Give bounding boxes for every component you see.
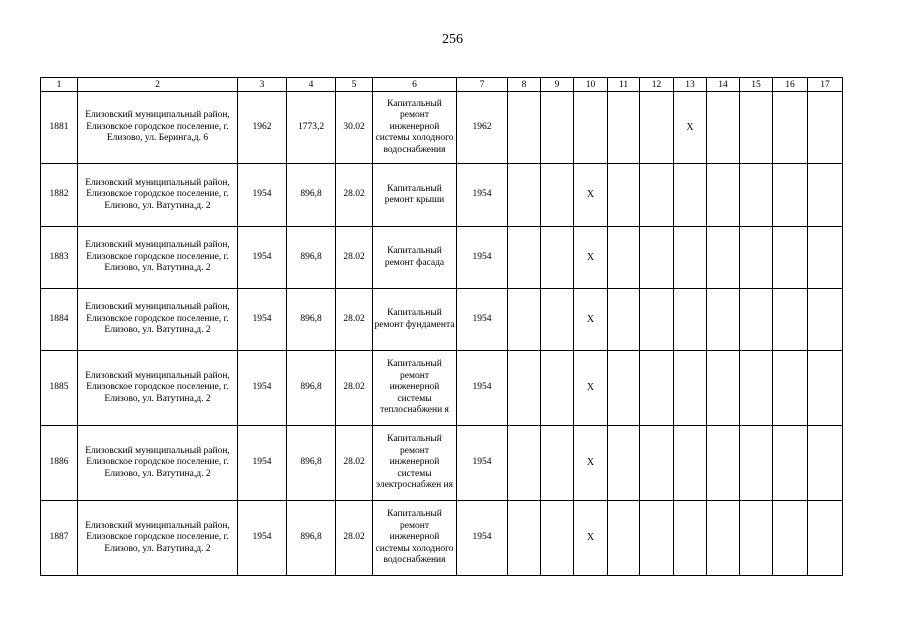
period-cell-8	[508, 164, 541, 227]
column-header: 7	[457, 78, 508, 92]
period-cell-17	[808, 289, 843, 351]
period-cell-11	[608, 227, 640, 289]
period-cell-8	[508, 92, 541, 164]
table-row	[41, 501, 843, 576]
column-header: 14	[707, 78, 740, 92]
area-cell: 896,8	[287, 351, 336, 426]
column-header: 1	[41, 78, 78, 92]
period-cell-16	[773, 289, 808, 351]
period-cell-13	[674, 501, 707, 576]
address-cell: Елизовский муниципальный район, Елизовское городское поселение, г. Елизово, ул. Ватутина,д. 2	[78, 351, 238, 426]
column-header: 5	[336, 78, 373, 92]
period-cell-13	[674, 351, 707, 426]
work-type-cell: Капитальный ремонт инженерной системы электроснабжен ия	[373, 426, 457, 501]
period-cell-15	[740, 501, 773, 576]
period-cell-16	[773, 92, 808, 164]
period-cell-11	[608, 426, 640, 501]
column-header: 12	[640, 78, 674, 92]
table-row	[41, 426, 843, 501]
period-cell-12	[640, 164, 674, 227]
row-number-cell: 1886	[41, 426, 78, 501]
address-cell: Елизовский муниципальный район, Елизовское городское поселение, г. Елизово, ул. Беринга,д. 6	[78, 92, 238, 164]
period-cell-16	[773, 351, 808, 426]
table-row	[41, 227, 843, 289]
column-header: 2	[78, 78, 238, 92]
column-header: 6	[373, 78, 457, 92]
period-cell-12	[640, 227, 674, 289]
column-header: 13	[674, 78, 707, 92]
period-cell-15	[740, 289, 773, 351]
period-cell-13: Х	[674, 92, 707, 164]
column-header: 4	[287, 78, 336, 92]
registry-body	[41, 92, 843, 576]
row-number-cell: 1882	[41, 164, 78, 227]
period-cell-11	[608, 92, 640, 164]
code-cell: 28.02	[336, 164, 373, 227]
build-year-cell: 1962	[238, 92, 287, 164]
period-cell-11	[608, 501, 640, 576]
row-number-cell: 1887	[41, 501, 78, 576]
work-type-cell: Капитальный ремонт фасада	[373, 227, 457, 289]
period-cell-13	[674, 426, 707, 501]
period-cell-10: Х	[574, 227, 608, 289]
column-header: 10	[574, 78, 608, 92]
column-header: 3	[238, 78, 287, 92]
period-cell-16	[773, 227, 808, 289]
period-cell-16	[773, 501, 808, 576]
period-cell-16	[773, 164, 808, 227]
period-cell-14	[707, 501, 740, 576]
period-cell-13	[674, 227, 707, 289]
header-row	[41, 78, 843, 92]
build-year-cell: 1954	[238, 501, 287, 576]
period-cell-14	[707, 92, 740, 164]
work-type-cell: Капитальный ремонт инженерной системы холодного водоснабжения	[373, 501, 457, 576]
period-cell-8	[508, 501, 541, 576]
period-cell-8	[508, 351, 541, 426]
area-cell: 1773,2	[287, 92, 336, 164]
period-cell-12	[640, 289, 674, 351]
year-cell: 1954	[457, 289, 508, 351]
period-cell-15	[740, 227, 773, 289]
code-cell: 30.02	[336, 92, 373, 164]
period-cell-17	[808, 92, 843, 164]
period-cell-8	[508, 426, 541, 501]
year-cell: 1954	[457, 227, 508, 289]
period-cell-15	[740, 92, 773, 164]
year-cell: 1954	[457, 426, 508, 501]
period-cell-10: Х	[574, 164, 608, 227]
build-year-cell: 1954	[238, 289, 287, 351]
period-cell-17	[808, 351, 843, 426]
table-row	[41, 351, 843, 426]
period-cell-17	[808, 426, 843, 501]
period-cell-11	[608, 351, 640, 426]
period-cell-10	[574, 92, 608, 164]
period-cell-9	[541, 227, 574, 289]
table-row	[41, 289, 843, 351]
period-cell-9	[541, 501, 574, 576]
period-cell-15	[740, 426, 773, 501]
period-cell-9	[541, 351, 574, 426]
period-cell-17	[808, 501, 843, 576]
table-row	[41, 164, 843, 227]
area-cell: 896,8	[287, 426, 336, 501]
period-cell-16	[773, 426, 808, 501]
table-row	[41, 92, 843, 164]
work-type-cell: Капитальный ремонт инженерной системы холодного водоснабжения	[373, 92, 457, 164]
period-cell-12	[640, 426, 674, 501]
period-cell-14	[707, 164, 740, 227]
period-cell-14	[707, 351, 740, 426]
period-cell-11	[608, 289, 640, 351]
period-cell-14	[707, 426, 740, 501]
page-number: 256	[442, 32, 463, 47]
work-type-cell: Капитальный ремонт инженерной системы теплоснабжени я	[373, 351, 457, 426]
year-cell: 1954	[457, 164, 508, 227]
year-cell: 1954	[457, 501, 508, 576]
address-cell: Елизовский муниципальный район, Елизовское городское поселение, г. Елизово, ул. Ватутина,д. 2	[78, 501, 238, 576]
period-cell-10: Х	[574, 289, 608, 351]
code-cell: 28.02	[336, 227, 373, 289]
period-cell-10: Х	[574, 426, 608, 501]
period-cell-17	[808, 227, 843, 289]
period-cell-15	[740, 164, 773, 227]
period-cell-17	[808, 164, 843, 227]
column-header: 17	[808, 78, 843, 92]
period-cell-14	[707, 289, 740, 351]
column-header: 16	[773, 78, 808, 92]
period-cell-12	[640, 501, 674, 576]
period-cell-9	[541, 164, 574, 227]
area-cell: 896,8	[287, 501, 336, 576]
year-cell: 1962	[457, 92, 508, 164]
period-cell-10: Х	[574, 501, 608, 576]
work-type-cell: Капитальный ремонт фундамента	[373, 289, 457, 351]
area-cell: 896,8	[287, 289, 336, 351]
area-cell: 896,8	[287, 164, 336, 227]
period-cell-8	[508, 289, 541, 351]
period-cell-11	[608, 164, 640, 227]
column-header: 8	[508, 78, 541, 92]
work-type-cell: Капитальный ремонт крыши	[373, 164, 457, 227]
period-cell-15	[740, 351, 773, 426]
period-cell-8	[508, 227, 541, 289]
address-cell: Елизовский муниципальный район, Елизовское городское поселение, г. Елизово, ул. Ватутина,д. 2	[78, 289, 238, 351]
row-number-cell: 1885	[41, 351, 78, 426]
address-cell: Елизовский муниципальный район, Елизовское городское поселение, г. Елизово, ул. Ватутина,д. 2	[78, 227, 238, 289]
address-cell: Елизовский муниципальный район, Елизовское городское поселение, г. Елизово, ул. Ватутина,д. 2	[78, 426, 238, 501]
code-cell: 28.02	[336, 351, 373, 426]
column-header: 9	[541, 78, 574, 92]
period-cell-9	[541, 92, 574, 164]
build-year-cell: 1954	[238, 227, 287, 289]
build-year-cell: 1954	[238, 426, 287, 501]
registry-table	[40, 77, 843, 576]
column-header: 15	[740, 78, 773, 92]
period-cell-13	[674, 164, 707, 227]
period-cell-9	[541, 426, 574, 501]
address-cell: Елизовский муниципальный район, Елизовское городское поселение, г. Елизово, ул. Ватутина,д. 2	[78, 164, 238, 227]
code-cell: 28.02	[336, 289, 373, 351]
code-cell: 28.02	[336, 426, 373, 501]
period-cell-14	[707, 227, 740, 289]
period-cell-10: Х	[574, 351, 608, 426]
row-number-cell: 1884	[41, 289, 78, 351]
year-cell: 1954	[457, 351, 508, 426]
row-number-cell: 1881	[41, 92, 78, 164]
period-cell-9	[541, 289, 574, 351]
code-cell: 28.02	[336, 501, 373, 576]
area-cell: 896,8	[287, 227, 336, 289]
row-number-cell: 1883	[41, 227, 78, 289]
period-cell-12	[640, 92, 674, 164]
build-year-cell: 1954	[238, 164, 287, 227]
period-cell-12	[640, 351, 674, 426]
period-cell-13	[674, 289, 707, 351]
column-header: 11	[608, 78, 640, 92]
build-year-cell: 1954	[238, 351, 287, 426]
